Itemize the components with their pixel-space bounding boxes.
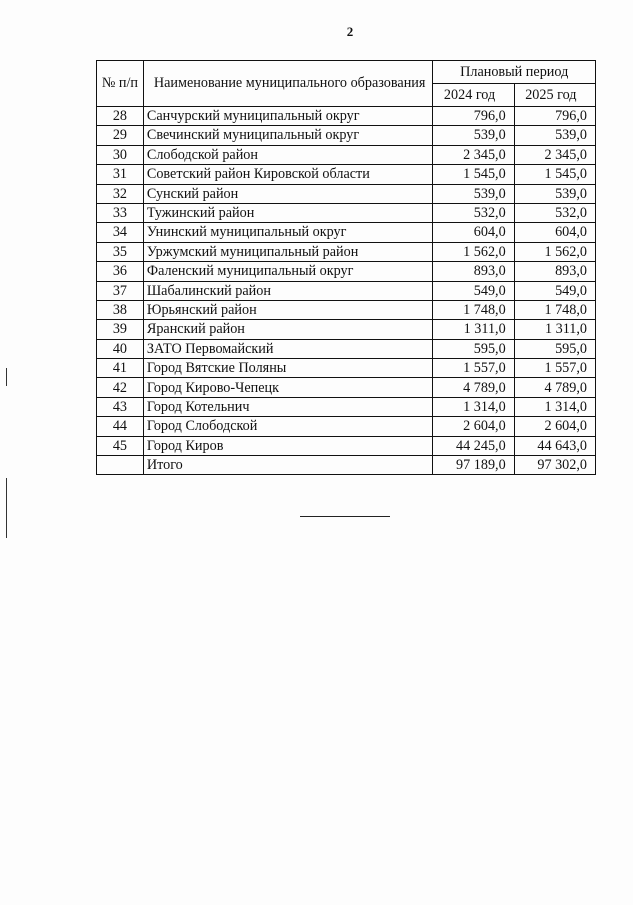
value-2024: 549,0 [433,281,514,300]
table-row [97,107,596,126]
value-2025: 1 557,0 [514,359,595,378]
row-number: 39 [97,320,144,339]
row-number: 44 [97,417,144,436]
row-number: 31 [97,165,144,184]
end-divider-line [300,516,390,517]
value-2024: 1 748,0 [433,300,514,319]
table-row [97,203,596,222]
value-2024: 893,0 [433,262,514,281]
header-row-1 [97,61,596,84]
row-number: 40 [97,339,144,358]
table-body [97,107,596,456]
municipality-name: ЗАТО Первомайский [143,339,433,358]
value-2024: 595,0 [433,339,514,358]
row-number: 29 [97,126,144,145]
value-2025: 1 314,0 [514,397,595,416]
table-row [97,417,596,436]
value-2025: 4 789,0 [514,378,595,397]
value-2024: 604,0 [433,223,514,242]
value-2024: 1 311,0 [433,320,514,339]
row-number: 33 [97,203,144,222]
value-2025: 2 345,0 [514,145,595,164]
value-2025: 1 748,0 [514,300,595,319]
table-header [97,61,596,107]
table-footer [97,456,596,475]
value-2025: 44 643,0 [514,436,595,455]
value-2024: 1 562,0 [433,242,514,261]
municipality-name: Город Котельнич [143,397,433,416]
value-2024: 2 345,0 [433,145,514,164]
value-2025: 549,0 [514,281,595,300]
municipality-name: Унинский муниципальный округ [143,223,433,242]
total-value-2025: 97 302,0 [514,456,595,475]
budget-table [96,60,596,475]
page-number: 2 [346,24,354,39]
table-row [97,378,596,397]
table-row [97,397,596,416]
table-row [97,223,596,242]
header-num: № п/п [97,61,144,107]
row-number: 45 [97,436,144,455]
row-number: 37 [97,281,144,300]
table-row [97,242,596,261]
municipality-name: Город Киров [143,436,433,455]
total-row [97,456,596,475]
municipality-name: Тужинский район [143,203,433,222]
value-2025: 893,0 [514,262,595,281]
municipality-name: Санчурский муниципальный округ [143,107,433,126]
value-2024: 539,0 [433,184,514,203]
municipality-name: Шабалинский район [143,281,433,300]
header-year-2025: 2025 год [514,84,595,107]
row-number: 43 [97,397,144,416]
table-row [97,339,596,358]
table-row [97,300,596,319]
value-2024: 796,0 [433,107,514,126]
municipality-name: Уржумский муниципальный район [143,242,433,261]
row-number: 38 [97,300,144,319]
row-number: 41 [97,359,144,378]
row-number: 34 [97,223,144,242]
table-row [97,262,596,281]
row-number: 32 [97,184,144,203]
row-number: 30 [97,145,144,164]
table-row [97,126,596,145]
value-2024: 1 314,0 [433,397,514,416]
header-period: Плановый период [433,61,596,84]
value-2025: 539,0 [514,126,595,145]
total-num-cell [97,456,144,475]
value-2024: 532,0 [433,203,514,222]
total-value-2024: 97 189,0 [433,456,514,475]
municipality-name: Сунский район [143,184,433,203]
municipality-name: Город Слободской [143,417,433,436]
value-2025: 532,0 [514,203,595,222]
total-label: Итого [143,456,433,475]
table-row [97,184,596,203]
municipality-name: Слободской район [143,145,433,164]
value-2024: 1 557,0 [433,359,514,378]
value-2025: 539,0 [514,184,595,203]
value-2024: 44 245,0 [433,436,514,455]
row-number: 36 [97,262,144,281]
row-number: 35 [97,242,144,261]
row-number: 42 [97,378,144,397]
value-2024: 2 604,0 [433,417,514,436]
value-2025: 595,0 [514,339,595,358]
municipality-name: Фаленский муниципальный округ [143,262,433,281]
municipality-name: Свечинский муниципальный округ [143,126,433,145]
value-2025: 1 562,0 [514,242,595,261]
table-row [97,165,596,184]
municipality-name: Город Кирово-Чепецк [143,378,433,397]
municipality-name: Юрьянский район [143,300,433,319]
value-2024: 1 545,0 [433,165,514,184]
table-row [97,436,596,455]
municipality-name: Яранский район [143,320,433,339]
table-row [97,145,596,164]
value-2025: 604,0 [514,223,595,242]
value-2025: 796,0 [514,107,595,126]
value-2024: 4 789,0 [433,378,514,397]
municipality-name: Советский район Кировской области [143,165,433,184]
value-2025: 1 311,0 [514,320,595,339]
value-2024: 539,0 [433,126,514,145]
table-row [97,281,596,300]
municipality-name: Город Вятские Поляны [143,359,433,378]
scan-margin-mark [6,478,7,538]
value-2025: 1 545,0 [514,165,595,184]
header-year-2024: 2024 год [433,84,514,107]
row-number: 28 [97,107,144,126]
value-2025: 2 604,0 [514,417,595,436]
table-row [97,359,596,378]
header-name: Наименование муниципального образования [143,61,433,107]
scan-margin-mark [6,368,7,386]
table-row [97,320,596,339]
